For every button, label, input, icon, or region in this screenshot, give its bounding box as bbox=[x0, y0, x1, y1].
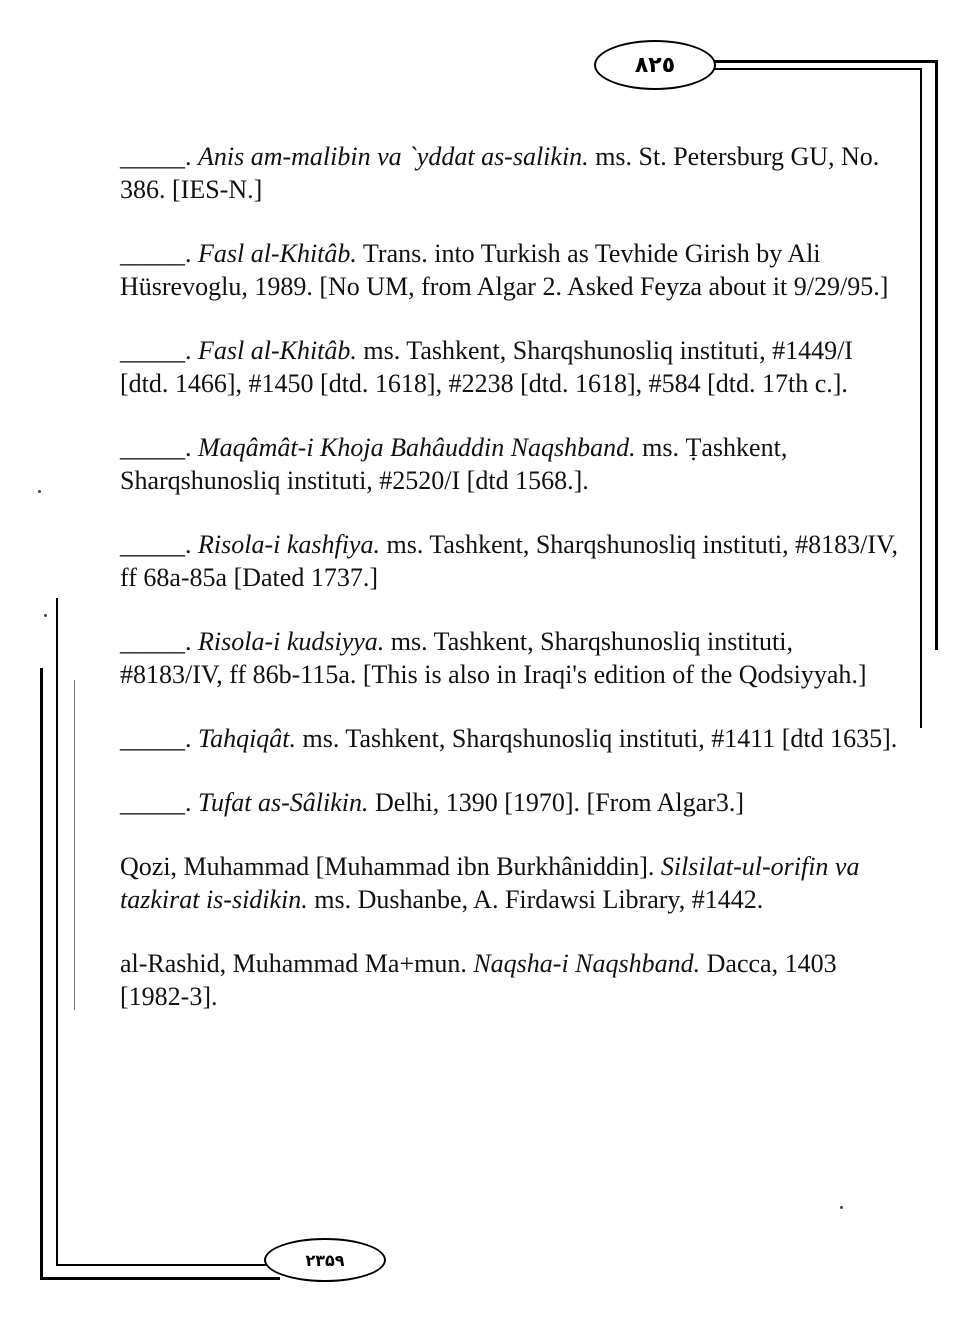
frame-bottom-line-inner bbox=[56, 1264, 270, 1266]
entry-prefix: Qozi, Muhammad [Muhammad ibn Burkhâniddin]. bbox=[120, 852, 661, 881]
bibliography-list bbox=[120, 140, 898, 1044]
page-number-bottom: ۲۳۵۹ bbox=[264, 1238, 386, 1282]
entry-prefix: _____. bbox=[120, 788, 198, 817]
bibliography-entry bbox=[120, 528, 898, 594]
entry-title: Risola-i kudsiyya. bbox=[198, 627, 385, 656]
entry-details: ms. Tashkent, Sharqshunosliq instituti, #1449/I [dtd. 1466], #1450 [dtd. 1618], #2238 [dtd. 1618], #584 [dtd. 17th c.]. bbox=[120, 336, 853, 398]
frame-left-line-outer bbox=[40, 668, 43, 1280]
entry-prefix: _____. bbox=[120, 627, 198, 656]
bibliography-entry bbox=[120, 140, 898, 206]
entry-prefix: _____. bbox=[120, 433, 198, 462]
entry-title: Risola-i kashfiya. bbox=[198, 530, 380, 559]
entry-details: Delhi, 1390 [1970]. [From Algar3.] bbox=[368, 788, 744, 817]
frame-top-line-inner bbox=[700, 68, 922, 70]
entry-title: Naqsha-i Naqshband. bbox=[473, 949, 701, 978]
page-number-top: ٨٢٥ bbox=[594, 40, 716, 90]
entry-title: Fasl al-Khitâb. bbox=[198, 239, 357, 268]
entry-details: ms. Tashkent, Sharqshunosliq instituti, #1411 [dtd 1635]. bbox=[296, 724, 898, 753]
bibliography-entry bbox=[120, 237, 898, 303]
frame-right-line-inner bbox=[920, 68, 922, 728]
scan-speck bbox=[44, 614, 47, 617]
entry-prefix: _____. bbox=[120, 142, 198, 171]
bibliography-entry bbox=[120, 850, 898, 916]
entry-title: Tahqiqât. bbox=[198, 724, 297, 753]
bibliography-entry bbox=[120, 722, 898, 755]
entry-details: Trans. into Turkish as Tevhide Girish by Ali Hüsrevoglu, 1989. [No UM, from Algar 2. Asked Feyza about it 9/29/95.] bbox=[120, 239, 889, 301]
entry-title: Anis am-malibin va `yddat as-salikin. bbox=[198, 142, 589, 171]
frame-right-line-outer bbox=[935, 60, 938, 650]
entry-title: Fasl al-Khitâb. bbox=[198, 336, 357, 365]
frame-top-line-outer bbox=[700, 60, 938, 63]
bibliography-entry bbox=[120, 625, 898, 691]
entry-prefix: al-Rashid, Muhammad Ma+mun. bbox=[120, 949, 474, 978]
scan-speck bbox=[840, 1206, 843, 1209]
entry-prefix: _____. bbox=[120, 530, 198, 559]
entry-prefix: _____. bbox=[120, 724, 198, 753]
entry-details: ms. Tashkent, Sharqshunosliq instituti, #8183/IV, ff 68a-85a [Dated 1737.] bbox=[120, 530, 898, 592]
bibliography-entry bbox=[120, 431, 898, 497]
bibliography-entry bbox=[120, 334, 898, 400]
bibliography-entry bbox=[120, 786, 898, 819]
entry-details: ms. Ṭashkent, Sharqshunosliq instituti, #2520/I [dtd 1568.]. bbox=[120, 433, 788, 495]
bibliography-entry bbox=[120, 947, 898, 1013]
entry-details: Dacca, 1403 [1982-3]. bbox=[120, 949, 837, 1011]
entry-details: ms. Dushanbe, A. Firdawsi Library, #1442. bbox=[307, 885, 764, 914]
frame-bottom-line-outer bbox=[40, 1277, 280, 1280]
entry-details: ms. St. Petersburg GU, No. 386. [IES-N.] bbox=[120, 142, 880, 204]
entry-title: Silsilat-ul-orifin va tazkirat is-sidikin. bbox=[120, 852, 860, 914]
frame-left-line-faint bbox=[74, 680, 75, 1010]
entry-prefix: _____. bbox=[120, 336, 198, 365]
entry-title: Maqâmât-i Khoja Bahâuddin Naqshband. bbox=[198, 433, 636, 462]
entry-prefix: _____. bbox=[120, 239, 198, 268]
scan-speck bbox=[38, 490, 41, 493]
frame-left-line-inner bbox=[56, 598, 58, 1266]
entry-title: Tufat as-Sâlikin. bbox=[198, 788, 369, 817]
entry-details: ms. Tashkent, Sharqshunosliq instituti, #8183/IV, ff 86b-115a. [This is also in Iraqi's edition of the Qodsiyyah.] bbox=[120, 627, 867, 689]
